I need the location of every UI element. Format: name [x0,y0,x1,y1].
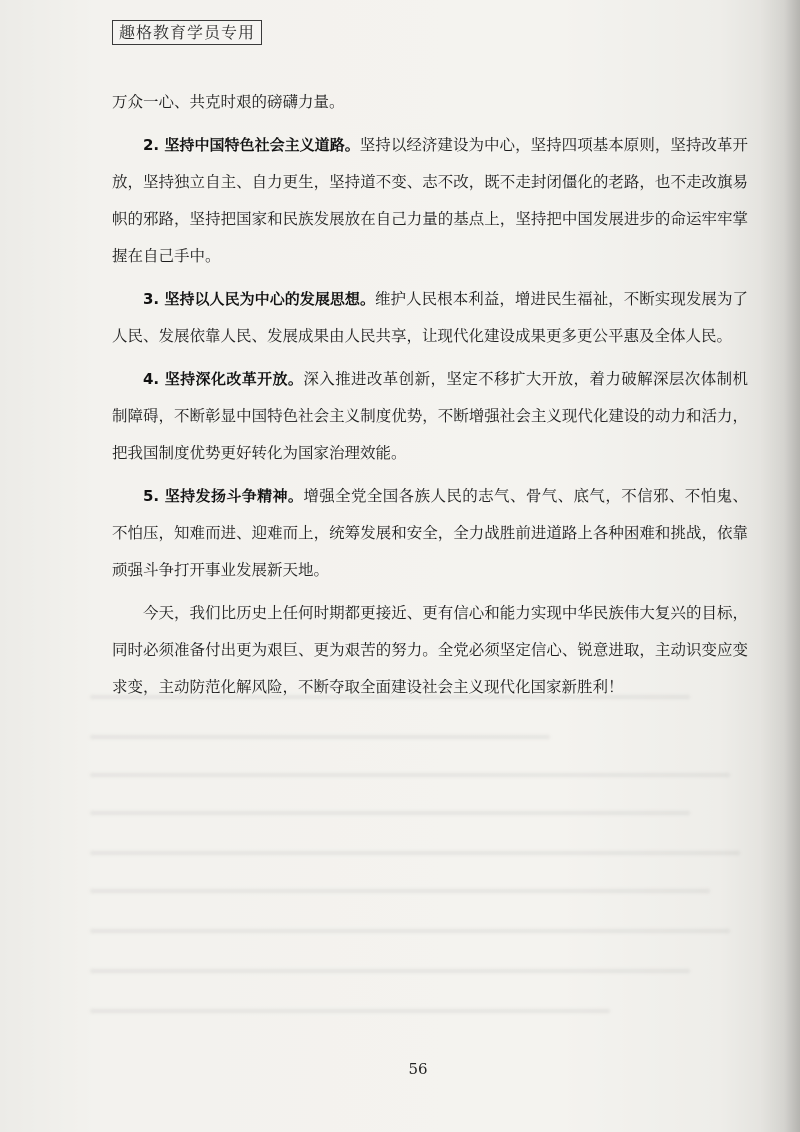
bleed-line [90,1009,610,1013]
point-4-paragraph [112,361,748,472]
bleed-line [90,929,730,933]
point-4-text: 深入推进改革创新，坚定不移扩大开放，着力破解深层次体制机制障碍，不断彰显中国特色社会主义制度优势，不断增强社会主义现代化建设的动力和活力，把我国制度优势更好转化为国家治理效能。 [112,370,748,462]
point-4-title: 4. 坚持深化改革开放。 [143,370,304,388]
bleed-line [90,889,710,893]
point-3-title: 3. 坚持以人民为中心的发展思想。 [143,290,376,308]
bleed-line [90,735,550,739]
bleed-line [90,969,690,973]
closing-paragraph: 今天，我们比历史上任何时期都更接近、更有信心和能力实现中华民族伟大复兴的目标，同时必须准备付出更为艰巨、更为艰苦的努力。全党必须坚定信心、锐意进取，主动识变应变求变，主动防范化解风险，不断夺取全面建设社会主义现代化国家新胜利！ [112,604,748,696]
point-3-paragraph [112,281,748,355]
point-5-text: 增强全党全国各族人民的志气、骨气、底气，不信邪、不怕鬼、不怕压，知难而进、迎难而上，统筹发展和安全，全力战胜前进道路上各种困难和挑战，依靠顽强斗争打开事业发展新天地。 [112,487,748,579]
header-stamp: 趣格教育学员专用 [112,20,262,45]
bleed-through-text-area [90,675,750,1035]
point-5-paragraph [112,478,748,589]
page-edge-shadow [760,0,800,1132]
bleed-line [90,773,730,777]
point-2-title: 2. 坚持中国特色社会主义道路。 [143,136,360,154]
point-2-text: 坚持以经济建设为中心，坚持四项基本原则，坚持改革开放，坚持独立自主、自力更生，坚持道不变、志不改，既不走封闭僵化的老路，也不走改旗易帜的邪路，坚持把国家和民族发展放在自己力量的基点上，坚持把中国发展进步的命运牢牢掌握在自己手中。 [112,136,748,265]
point-3-text: 维护人民根本利益，增进民生福祉，不断实现发展为了人民、发展依靠人民、发展成果由人民共享，让现代化建设成果更多更公平惠及全体人民。 [112,290,749,345]
point-2-paragraph [112,127,748,275]
page-number: 56 [408,1060,428,1078]
body-content [112,84,748,712]
bleed-line [90,851,740,855]
opening-line: 万众一心、共克时艰的磅礴力量。 [112,93,345,111]
bleed-line [90,811,690,815]
point-5-title: 5. 坚持发扬斗争精神。 [143,487,304,505]
